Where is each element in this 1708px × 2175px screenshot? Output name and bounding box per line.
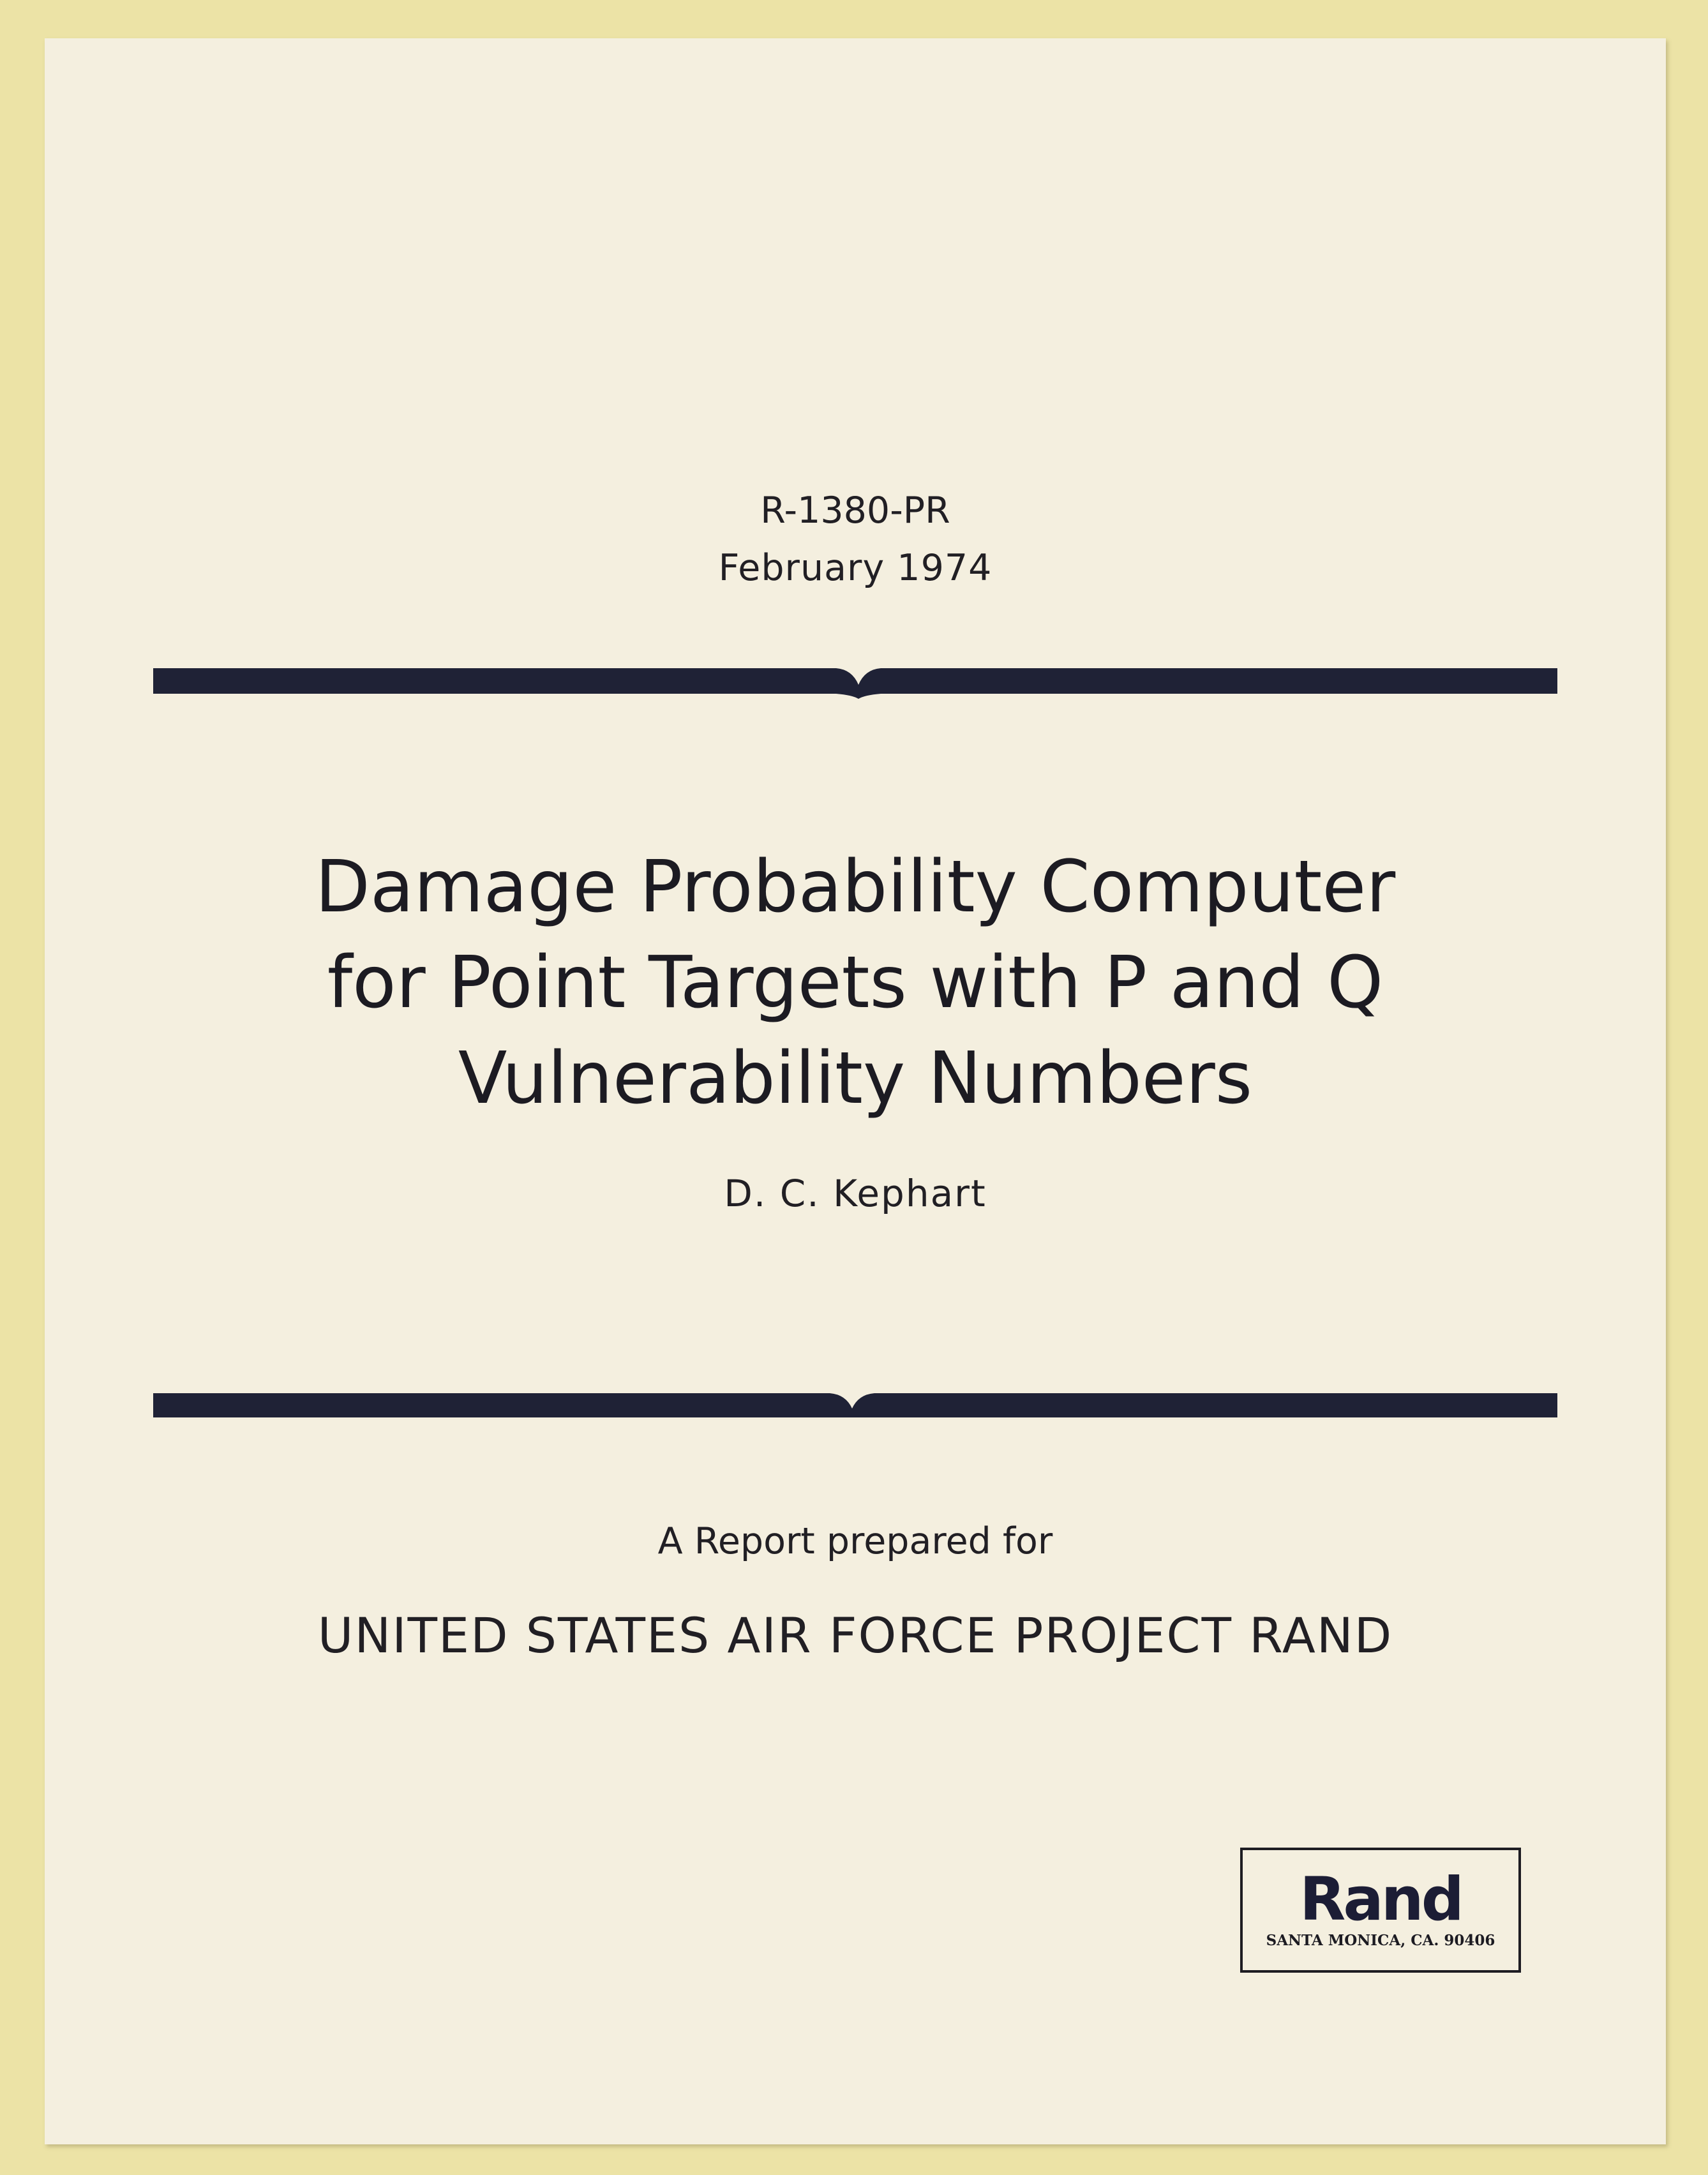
title-line-3: Vulnerability Numbers — [458, 1037, 1253, 1120]
author: D. C. Kephart — [724, 1172, 987, 1215]
rand-logo: Rand — [1299, 1865, 1462, 1934]
sponsor: UNITED STATES AIR FORCE PROJECT RAND — [317, 1607, 1393, 1664]
title-line-1: Damage Probability Computer — [315, 846, 1396, 929]
title-line-2: for Point Targets with P and Q — [327, 941, 1384, 1024]
publisher-address: SANTA MONICA, CA. 90406 — [1266, 1932, 1495, 1949]
top-divider — [153, 668, 1557, 700]
report-date: February 1974 — [718, 547, 993, 589]
report-cover — [45, 38, 1666, 2144]
bottom-divider — [153, 1388, 1557, 1420]
prepared-for-label: A Report prepared for — [657, 1520, 1053, 1562]
report-number: R-1380-PR — [760, 490, 950, 532]
report-title — [45, 839, 1666, 1126]
rand-logo-box — [1240, 1848, 1521, 1973]
